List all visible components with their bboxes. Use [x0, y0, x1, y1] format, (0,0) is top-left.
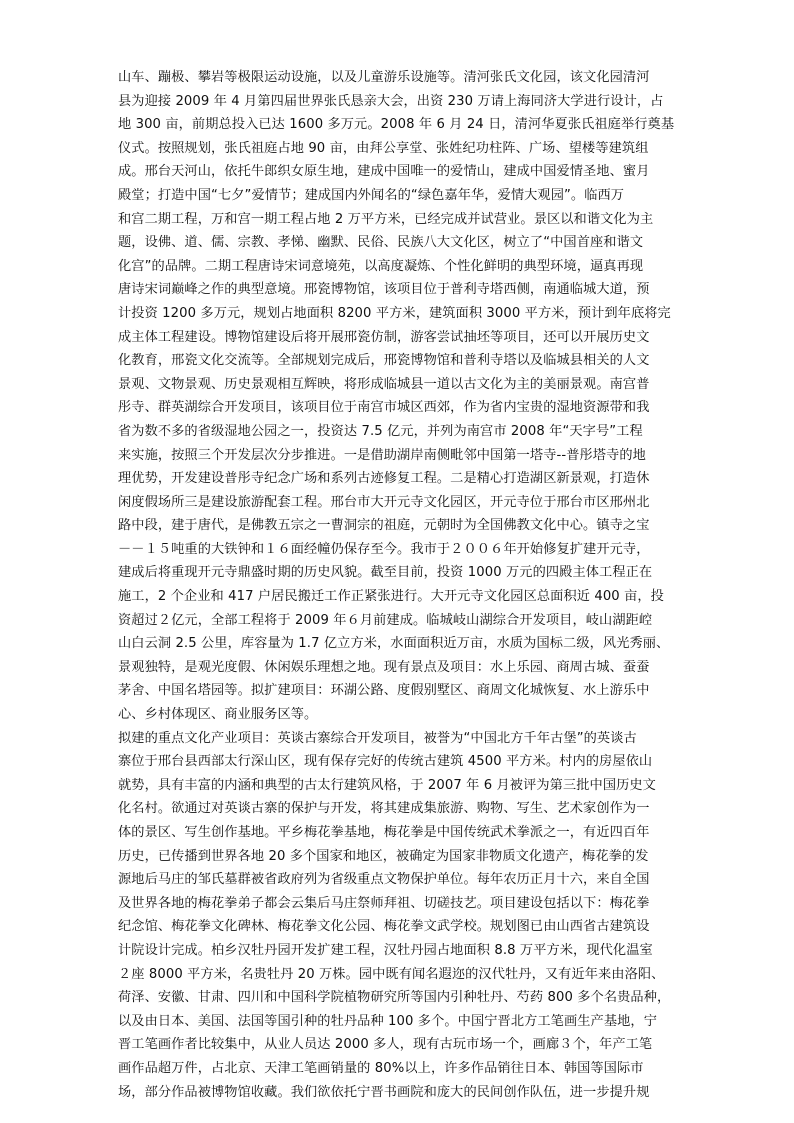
text-line: 以及由日本、美国、法国等国引种的牡丹品种 100 多个。中国宁晋北方工笔画生产基地，宁	[118, 1013, 657, 1029]
text-line: 茅舍、中国名塔园等。拟扩建项目：环湖公路、度假别墅区、商周文化城恢复、水上游乐中	[118, 683, 650, 699]
body-paragraph	[118, 727, 683, 1105]
text-line: 源地后马庄的邹氏墓群被省政府列为省级重点文物保护单位。每年农历正月十六，来自全国	[118, 872, 650, 888]
body-paragraph	[118, 66, 683, 727]
text-line: 来实施，按照三个开发层次分步推进。一是借助湖岸南侧毗邻中国第一塔寺--普彤塔寺的地	[118, 447, 646, 463]
text-line: 体的景区、写生创作基地。平乡梅花拳基地，梅花拳是中国传统武术拳派之一，有近四百年	[118, 825, 650, 840]
text-line: 省为数不多的省级湿地公园之一，投资达 7.5 亿元，并列为南宫市 2008 年“天字号”工程	[118, 423, 643, 439]
text-line: 化名村。欲通过对英谈古寨的保护与开发，将其建成集旅游、购物、写生、艺术家创作为一	[118, 801, 650, 817]
text-line: 山白云洞 2.5 公里，库容量为 1.7 亿立方米，水面面积近万亩，水质为国标二级，风光秀丽、	[118, 636, 670, 652]
text-line: 化教育，邢瓷文化交流等。全部规划完成后，邢瓷博物馆和普利寺塔以及临城县相关的人文	[118, 353, 650, 369]
text-line: －－１５吨重的大铁钟和１６面经幢仍保存至今。我市于２００６年开始修复扩建开元寺，	[118, 541, 650, 557]
text-line: 历史，已传播到世界各地 20 多个国家和地区，被确定为国家非物质文化遗产，梅花拳的发	[118, 848, 649, 864]
text-line: 成主体工程建设。博物馆建设后将开展邢瓷仿制，游客尝试抽坯等项目，还可以开展历史文	[118, 329, 650, 345]
text-line: 计投资 1200 多万元，规划占地面积 8200 平方米，建筑面积 3000 平方米，预计到年底将完	[118, 305, 671, 321]
text-line: 地 300 亩，前期总投入已达 1600 多万元。2008 年 6 月 24 日，清河华夏张氏祖庭举行奠基	[118, 117, 675, 133]
text-line: 仪式。按照规划，张氏祖庭占地 90 亩，由拜公享堂、张姓纪功柱阵、广场、望楼等建筑组	[118, 140, 649, 156]
text-line: 殿堂；打造中国“七夕”爱情节；建成国内外闻名的“绿色嘉年华，爱情大观园”。临西万	[118, 187, 625, 203]
text-line: 题，设佛、道、儒、宗教、孝悌、幽默、民俗、民族八大文化区，树立了“中国首座和谐文	[118, 235, 644, 251]
text-line: 晋工笔画作者比较集中，从业人员达 2000 多人，现有古玩市场一个，画廊３个，年产工笔	[118, 1037, 653, 1053]
text-line: 建成后将重现开元寺鼎盛时期的历史风貌。截至目前，投资 1000 万元的四殿主体工程正在	[118, 565, 653, 581]
text-line: 理优势，开发建设普彤寺纪念广场和系列古迹修复工程。二是精心打造湖区新景观，打造休	[118, 471, 650, 487]
text-line: 县为迎接 2009 年 4 月第四届世界张氏恳亲大会，出资 230 万请上海同济大学进行设计，占	[118, 93, 664, 109]
text-line: 荷泽、安徽、甘肃、四川和中国科学院植物研究所等国内引种牡丹、芍药 800 多个名贵品种，	[118, 990, 671, 1006]
text-line: 唐诗宋词巅峰之作的典型意境。邢瓷博物馆，该项目位于普利寺塔西侧，南通临城大道，预	[118, 282, 650, 298]
text-line: 就势，具有丰富的内涵和典型的古太行建筑风格，于 2007 年 6 月被评为第三批中国历史文	[118, 777, 656, 793]
text-line: 景观独特，是观光度假、休闲娱乐理想之地。现有景点及项目：水上乐园、商周古城、蚕蚕	[118, 659, 650, 675]
text-line: 资超过２亿元，全部工程将于 2009 年６月前建成。临城岐山湖综合开发项目，岐山湖距崆	[118, 612, 653, 628]
text-line: 及世界各地的梅花拳弟子都会云集后马庄祭师拜祖、切磋技艺。项目建设包括以下：梅花拳	[118, 895, 650, 911]
text-line: ２座 8000 平方米，名贵牡丹 20 万株。园中既有闻名遐迩的汉代牡丹，又有近年来由洛阳、	[118, 966, 665, 982]
text-line: 计院设计完成。柏乡汉牡丹园开发扩建工程，汉牡丹园占地面积 8.8 万平方米，现代化温室	[118, 942, 653, 958]
text-line: 拟建的重点文化产业项目：英谈古寨综合开发项目，被誉为“中国北方千年古堡”的英谈古	[118, 730, 637, 746]
text-line: 化宫”的品牌。二期工程唐诗宋词意境苑，以高度凝炼、个性化鲜明的典型环境，逼真再现	[118, 258, 644, 274]
text-line: 心、乡村体现区、商业服务区等。	[118, 707, 318, 723]
text-line: 路中段，建于唐代，是佛教五宗之一曹洞宗的祖庭，元朝时为全国佛教文化中心。镇寺之宝	[118, 518, 650, 534]
text-line: 画作品超万件，占北京、天津工笔画销量的 80%以上，许多作品销往日本、韩国等国际市	[118, 1060, 644, 1076]
text-line: 彤寺、群英湖综合开发项目，该项目位于南宫市城区西郊，作为省内宝贵的湿地资源带和我	[118, 400, 650, 416]
text-line: 景观、文物景观、历史景观相互辉映，将形成临城县一道以古文化为主的美丽景观。南宫普	[118, 376, 650, 392]
text-line: 和宫二期工程，万和宫一期工程占地 2 万平方米，已经完成并试营业。景区以和谐文化为主	[118, 211, 654, 227]
text-line: 成。邢台天河山，依托牛郎织女原生地，建成中国唯一的爱情山，建成中国爱情圣地、蜜月	[118, 164, 650, 180]
text-line: 山车、蹦极、攀岩等极限运动设施，以及儿童游乐设施等。清河张氏文化园，该文化园清河	[118, 70, 650, 85]
text-line: 寨位于邢台县西部太行深山区，现有保存完好的传统古建筑 4500 平方米。村内的房屋依山	[118, 754, 653, 770]
document-page	[118, 66, 683, 1104]
text-line: 场，部分作品被博物馆收藏。我们欲依托宁晋书画院和庞大的民间创作队伍，进一步提升规	[118, 1084, 650, 1100]
text-line: 施工，2 个企业和 417 户居民搬迁工作正紧张进行。大开元寺文化园区总面积近 400 亩，投	[118, 589, 664, 605]
text-line: 纪念馆、梅花拳文化碑林、梅花拳文化公园、梅花拳文武学校。规划图已由山西省古建筑设	[118, 919, 650, 935]
text-line: 闲度假场所三是建设旅游配套工程。邢台市大开元寺文化园区，开元寺位于邢台市区邢州北	[118, 494, 650, 510]
